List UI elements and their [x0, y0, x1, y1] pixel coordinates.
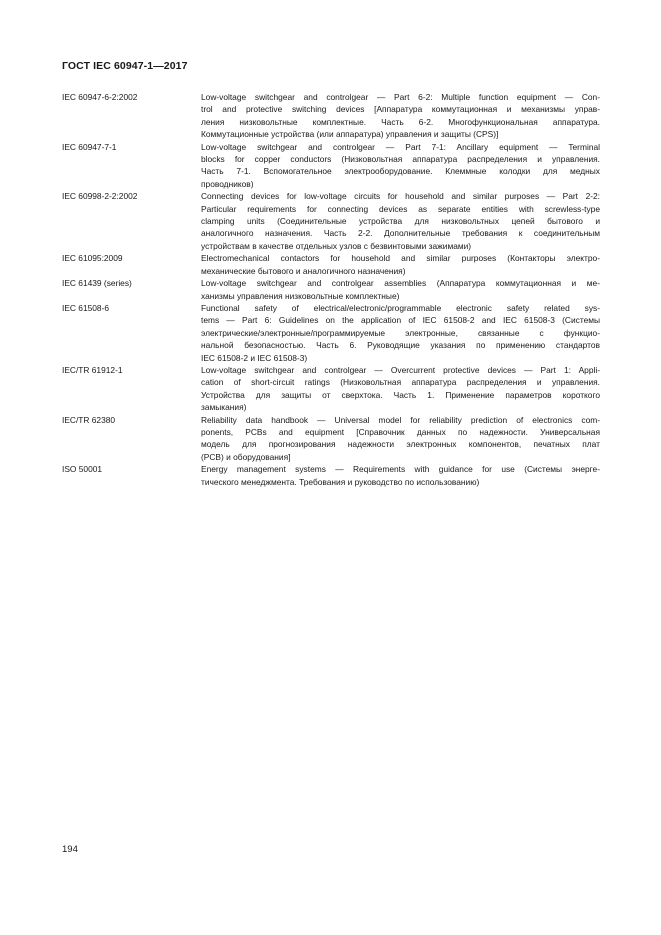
description-line: Коммутационные устройства (или аппаратура) управления и защиты (CPS)] [201, 129, 499, 140]
reference-description [201, 302, 600, 364]
reference-description [201, 141, 600, 191]
description-line: Energy management systems — Requirements with guidance for use (Системы энерге- [201, 464, 600, 475]
reference-entry [62, 463, 600, 488]
reference-entry [62, 277, 600, 302]
description-line: электрические/электронные/программируемые электронные, связанные с функцио- [201, 327, 600, 338]
description-line: модель для прогнозирования надежности электронных компонентов, печатных плат [201, 439, 600, 450]
reference-code: IEC 60947-7-1 [62, 141, 117, 152]
description-line: ponents, PCBs and equipment [Справочник данных по надежности. Универсальная [201, 426, 600, 437]
description-line: проводников) [201, 178, 254, 189]
description-line: Functional safety of electrical/electronic/programmable electronic safety related sys- [201, 302, 600, 313]
description-line: ления низковольтные комплектные. Часть 6-2. Многофункциональная аппаратура. [201, 116, 600, 127]
reference-entry [62, 364, 600, 414]
reference-entry [62, 302, 600, 364]
reference-entry [62, 190, 600, 252]
description-line: нальной безопасностью. Часть 6. Руководящие указания по применению стандартов [201, 340, 600, 351]
description-line: механические бытового и аналогичного назначения) [201, 265, 406, 276]
reference-code: IEC 61508-6 [62, 302, 110, 313]
document-header: ГОСТ IEC 60947-1—2017 [62, 60, 188, 72]
reference-description [201, 277, 600, 302]
description-line: ханизмы управления низковольтные комплектные) [201, 290, 400, 301]
reference-code: IEC/TR 61912-1 [62, 364, 123, 375]
description-line: Low-voltage switchgear and controlgear — Overcurrent protective devices — Part 1: Appli- [201, 364, 600, 375]
reference-description [201, 463, 600, 488]
description-line: устройствам в качестве отдельных узлов с безвинтовыми зажимами) [201, 240, 472, 251]
reference-entry [62, 91, 600, 141]
reference-code: IEC 60947-6-2:2002 [62, 92, 138, 102]
reference-code: IEC 60998-2-2:2002 [62, 191, 138, 202]
description-line: Устройства для защиты от сверхтока. Часть 1. Применение параметров короткого [201, 389, 600, 400]
reference-code: ISO 50001 [62, 464, 103, 475]
reference-description [201, 414, 600, 464]
reference-code: IEC/TR 62380 [62, 414, 116, 425]
reference-code: IEC 61439 (series) [62, 278, 132, 289]
reference-description [201, 252, 600, 277]
description-line: тического менеджмента. Требования и руководство по использованию) [201, 476, 480, 487]
description-line: IEC 61508-2 и IEC 61508-3) [201, 352, 308, 363]
references-list [62, 91, 600, 488]
description-line: Low-voltage switchgear and controlgear — Part 6-2: Multiple function equipment — Con- [201, 92, 600, 102]
description-line: аналогичного назначения. Часть 2-2. Дополнительные требования к соединительным [201, 228, 600, 239]
description-line: Electromechanical contactors for household and similar purposes (Контакторы электро- [201, 253, 600, 264]
description-line: замыкания) [201, 402, 247, 413]
reference-description [201, 364, 600, 414]
reference-description [201, 190, 600, 252]
reference-entry [62, 414, 600, 464]
reference-code: IEC 61095:2009 [62, 253, 123, 264]
description-line: cation of short-circuit ratings (Низковольтная аппаратура распределения и управления. [201, 377, 600, 388]
description-line: blocks for copper conductors (Низковольтная аппаратура распределения и управления. [201, 154, 600, 165]
description-line: clamping units (Соединительные устройства для низковольтных цепей бытового и [201, 216, 600, 227]
description-line: trol and protective switching devices [Аппаратура коммутационная и механизмы управ- [201, 104, 600, 115]
description-line: Low-voltage switchgear and controlgear assemblies (Аппаратура коммутационная и ме- [201, 278, 600, 289]
description-line: Particular requirements for connecting devices as separate entities with screwless-type [201, 203, 600, 214]
description-line: Low-voltage switchgear and controlgear — Part 7-1: Ancillary equipment — Terminal [201, 141, 600, 152]
reference-entry [62, 141, 600, 191]
description-line: Connecting devices for low-voltage circuits for household and similar purposes — Part 2-2: [201, 191, 600, 202]
page-number: 194 [62, 844, 78, 855]
description-line: tems — Part 6: Guidelines on the application of IEC 61508-2 and IEC 61508-3 (Системы [201, 315, 600, 326]
description-line: Reliability data handbook — Universal model for reliability prediction of electronics com- [201, 414, 600, 425]
description-line: (PCB) и оборудования] [201, 451, 291, 462]
description-line: Часть 7-1. Вспомогательное электрооборудование. Клеммные колодки для медных [201, 166, 600, 177]
reference-description [201, 91, 600, 141]
reference-entry [62, 252, 600, 277]
